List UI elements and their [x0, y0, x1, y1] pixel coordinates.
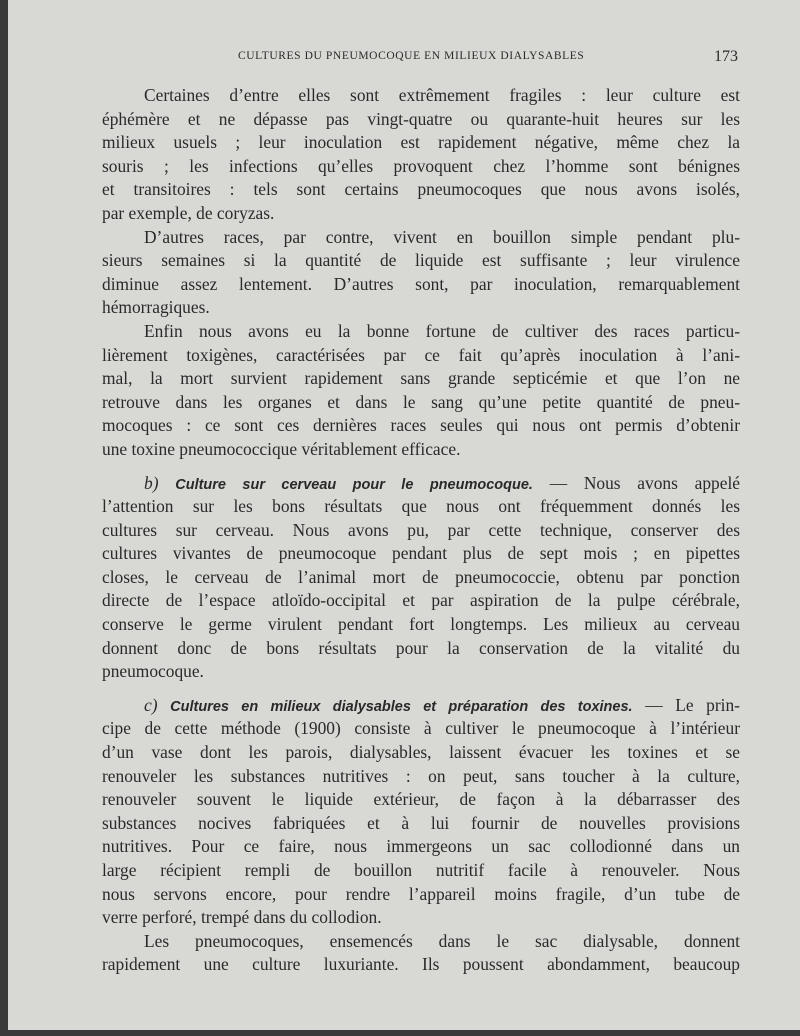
section-c-marker: c) [144, 694, 158, 715]
text-line: cipe de cette méthode (1900) consiste à cultiver le pneumocoque à l’intérieur [102, 718, 740, 739]
text-line: pneumocoque. [102, 661, 204, 682]
text-line: Les pneumocoques, ensemencés dans le sac dialysable, donnent [144, 930, 740, 951]
section-b-first-line-rest: — Nous avons appelé [532, 472, 740, 493]
text-line: renouveler les substances nutritives : on peut, sans toucher à la culture, [102, 765, 740, 786]
section-c-first-line [102, 694, 740, 718]
book-page [8, 0, 800, 1030]
text-line: milieux usuels ; leur inoculation est rapidement négative, même chez la [102, 132, 740, 153]
page-header [8, 48, 800, 68]
text-line: hémorragiques. [102, 297, 210, 318]
text-line: nous servons encore, pour rendre l’appareil moins fragile, d’un tube de [102, 883, 740, 904]
section-b-marker: b) [144, 472, 159, 493]
text-line: cultures sur cerveau. Nous avons pu, par cette technique, conserver des [102, 519, 740, 540]
text-line: mal, la mort survient rapidement sans grande septicémie et que l’on ne [102, 368, 740, 389]
text-line: large récipient rempli de bouillon nutritif facile à renouveler. Nous [102, 860, 740, 880]
text-line: cultures vivantes de pneumocoque pendant plus de sept mois ; en pipettes [102, 543, 740, 564]
text-line: closes, le cerveau de l’animal mort de pneumococcie, obtenu par ponction [102, 566, 740, 587]
text-line: souris ; les infections qu’elles provoquent chez l’homme sont bénignes [102, 155, 740, 176]
text-line: conserve le germe virulent pendant fort longtemps. Les milieux au cerveau [102, 614, 740, 635]
text-line: éphémère et ne dépasse pas vingt-quatre ou quarante-huit heures sur les [102, 108, 740, 129]
text-line: sieurs semaines si la quantité de liquide est suffisante ; leur virulence [102, 250, 740, 271]
text-line: verre perforé, trempé dans du collodion. [102, 907, 382, 928]
page-number: 173 [714, 48, 738, 65]
text-line: renouveler souvent le liquide extérieur, de façon à la débarrasser des [102, 789, 740, 810]
text-line: par exemple, de coryzas. [102, 202, 275, 223]
text-line: Certaines d’entre elles sont extrêmement fragiles : leur culture est [144, 85, 740, 105]
text-line: donnent donc de bons résultats pour la conservation de la vitalité du [102, 637, 740, 658]
text-line: directe de l’espace atloïdo-occipital et par aspiration de la pulpe cérébrale, [102, 590, 740, 611]
text-line: rapidement une culture luxuriante. Ils poussent abondamment, beaucoup [102, 954, 740, 975]
section-c-heading: Cultures en milieux dialysables et préparation des toxines. [170, 698, 633, 715]
text-line: nutritives. Pour ce faire, nous immergeons un sac collodionné dans un [102, 836, 740, 857]
text-line: retrouve dans les organes et dans le sang qu’une petite quantité de pneu- [102, 391, 740, 412]
running-title: CULTURES DU PNEUMOCOQUE EN MILIEUX DIALYSABLES [238, 50, 585, 62]
text-line: l’attention sur les bons résultats que nous ont fréquemment donnés les [102, 496, 740, 517]
text-line: D’autres races, par contre, vivent en bouillon simple pendant plu- [144, 226, 740, 247]
text-line: Enfin nous avons eu la bonne fortune de cultiver des races particu- [144, 320, 740, 341]
text-line: diminue assez lentement. D’autres sont, par inoculation, remarquablement [102, 273, 740, 294]
section-b-heading: Culture sur cerveau pour le pneumocoque. [175, 476, 533, 493]
text-line: d’un vase dont les parois, dialysables, laissent évacuer les toxines et se [102, 742, 740, 763]
text-line: et transitoires : tels sont certains pneumocoques que nous avons isolés, [102, 179, 740, 200]
section-c-first-line-rest: — Le prin- [632, 694, 740, 715]
text-line: substances nocives fabriquées et à lui fournir de nouvelles provisions [102, 812, 740, 833]
text-line: mocoques : ce sont ces dernières races seules qui nous ont permis d’obtenir [102, 415, 740, 436]
body-text [102, 84, 740, 977]
text-line: lièrement toxigènes, caractérisées par ce fait qu’après inoculation à l’ani- [102, 344, 740, 365]
section-b-first-line [102, 472, 740, 496]
text-line: une toxine pneumococcique véritablement efficace. [102, 438, 461, 459]
